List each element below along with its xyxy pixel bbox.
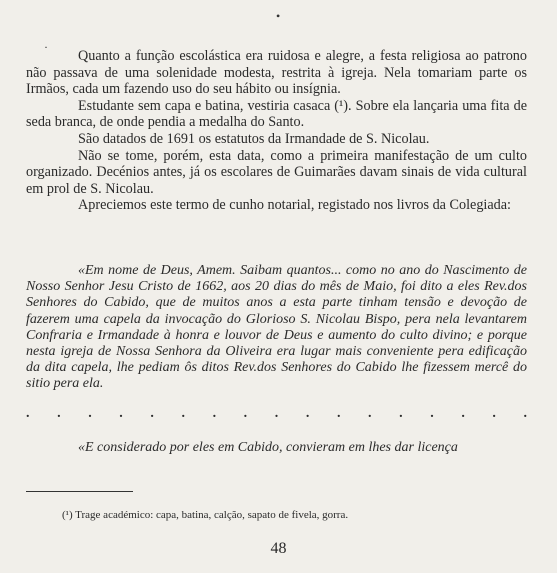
- paragraph: Quanto a função escolástica era ruidosa e alegre, a festa religiosa ao patrono não passava de uma solenidade modesta, restrita à igreja. Nela tomariam parte os Irmãos, cada um fazendo uso do seu hábito ou insígnia.: [26, 48, 527, 98]
- omission-dot: .: [26, 406, 30, 421]
- footnote: (¹) Trage académico: capa, batina, calção, sapato de fivela, gorra.: [62, 509, 349, 521]
- omission-dot: .: [368, 406, 372, 421]
- paragraph: Estudante sem capa e batina, vestiria casaca (¹). Sobre ela lançaria uma fita de seda branca, de onde pendia a medalha do Santo.: [26, 97, 527, 131]
- omission-dot: .: [119, 406, 123, 421]
- quotation-paragraph: «E considerado por eles em Cabido, convieram em lhes dar licença: [78, 440, 458, 455]
- quoted-document: [26, 263, 527, 393]
- omission-dot: .: [212, 406, 217, 421]
- omission-dot: .: [430, 406, 434, 421]
- top-ornament: •: [276, 9, 281, 23]
- margin-mark: ·: [44, 40, 48, 54]
- omission-dot: .: [243, 406, 248, 421]
- omission-dot: .: [336, 406, 341, 421]
- omission-dot: .: [57, 406, 61, 421]
- body-text: [26, 48, 527, 214]
- paragraph: São datados de 1691 os estatutos da Irmandade de S. Nicolau.: [78, 130, 430, 147]
- omission-dot: .: [305, 406, 310, 421]
- omission-dots: [26, 407, 527, 421]
- omission-dot: .: [181, 406, 185, 421]
- omission-dot: .: [492, 406, 496, 421]
- omission-dot: .: [88, 406, 92, 421]
- omission-dot: .: [274, 406, 279, 421]
- paragraph: Apreciemos este termo de cunho notarial, registado nos livros da Colegiada:: [78, 197, 511, 214]
- footnote-divider: [26, 491, 133, 492]
- omission-dot: .: [150, 406, 154, 421]
- quoted-document-continued: [26, 440, 527, 456]
- omission-dot: .: [461, 406, 465, 421]
- quotation-paragraph: «Em nome de Deus, Amem. Saibam quantos... como no ano do Nascimento de Nosso Senhor Jesu Cristo de 1662, aos 20 dias do mês de Maio, foi dito a eles Rev.dos Senhores do Cabido, que de muitos anos a esta parte tinham tensão e devoção de fazerem uma capela da invocação do Glorioso S. Nicolau Bispo, pera nela levantarem Confraria e Irmandade à honra e louvor de Deus e aumento do culto divino; e porque nesta igreja de Nossa Senhora da Oliveira era lugar mais conveniente pera edificação da dita capela, lhe pediam ôs ditos Rev.dos Senhores do Cabido lhe fizessem mercê do sitio pera ela.: [26, 263, 527, 392]
- omission-dot: .: [523, 406, 527, 421]
- omission-dot: .: [399, 406, 403, 421]
- paragraph: Não se tome, porém, esta data, como a primeira manifestação de um culto organizado. Decénios antes, já os escolares de Guimarães davam sinais de vida cultural em prol de S. Nicolau.: [26, 147, 527, 197]
- page-number: 48: [270, 540, 287, 557]
